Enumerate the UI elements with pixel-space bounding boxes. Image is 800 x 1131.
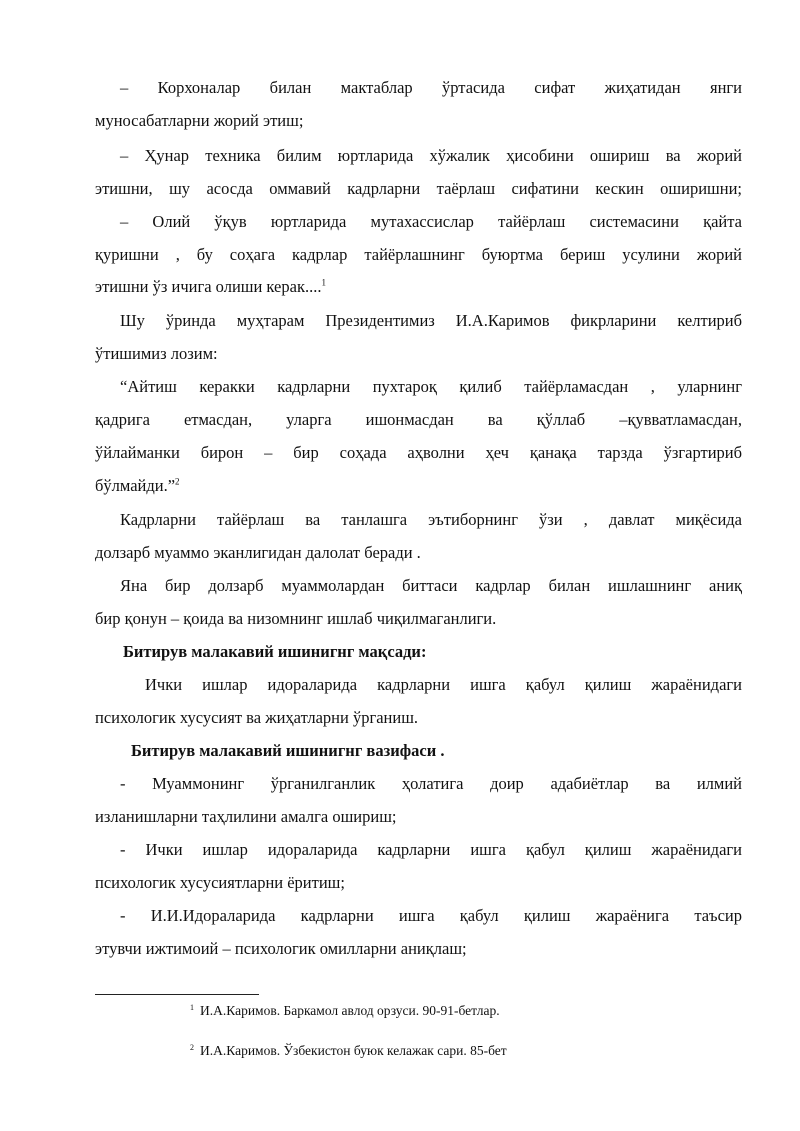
footnote-separator	[95, 994, 259, 995]
paragraph-line: этишни, шу асосда оммавий кадрларни таёрлаш сифатини кескин оширишни;	[95, 179, 742, 198]
paragraph-line: психологик хусусият ва жиҳатларни ўрганиш.	[95, 708, 419, 727]
paragraph-text: этишни ўз ичига олиши керак....	[95, 277, 322, 296]
paragraph-line: Яна бир долзарб муаммолардан биттаси кадрлар билан ишлашнинг аниқ	[120, 576, 742, 595]
list-item-line: изланишларни таҳлилини амалга ошириш;	[95, 807, 397, 826]
paragraph-line	[95, 277, 742, 297]
quote-line: ўйлайманки бирон – бир соҳада аҳволни ҳеч қанақа тарзда ўзгартириб	[95, 443, 742, 462]
list-item-line: - Ички ишлар идораларида кадрларни ишга қабул қилиш жараёнидаги	[120, 840, 742, 859]
paragraph-line: долзарб муаммо эканлигидан далолат беради .	[95, 543, 421, 562]
section-heading-tasks: Битирув малакавий ишинигнг вазифаси .	[131, 741, 445, 760]
footnote-text: И.А.Каримов. Баркамол авлод орзуси. 90-91-бетлар.	[200, 1003, 500, 1018]
quote-text: бўлмайди.”	[95, 476, 176, 495]
footnote-text: И.А.Каримов. Ўзбекистон буюк келажак сари. 85-бет	[200, 1043, 507, 1058]
paragraph-line: Ички ишлар идораларида кадрларни ишга қабул қилиш жараёнидаги	[145, 675, 742, 694]
paragraph-line: бир қонун – қоида ва низомнинг ишлаб чиқилмаганлиги.	[95, 609, 497, 628]
paragraph-line: – Ҳунар техника билим юртларида хўжалик ҳисобини ошириш ва жорий	[120, 146, 742, 165]
footnote-number: 2	[190, 1042, 194, 1052]
list-item-line: - Муаммонинг ўрганилганлик ҳолатига доир адабиётлар ва илмий	[120, 774, 742, 793]
quote-line	[95, 476, 742, 496]
list-item-line: - И.И.Идораларида кадрларни ишга қабул қилиш жараёнига таъсир	[120, 906, 742, 925]
list-item-line: этувчи ижтимоий – психологик омилларни аниқлаш;	[95, 939, 467, 958]
footnote	[190, 1042, 507, 1060]
footnote	[190, 1002, 500, 1020]
footnote-number: 1	[190, 1002, 194, 1012]
paragraph-line: – Корхоналар билан мактаблар ўртасида сифат жиҳатидан янги	[120, 78, 742, 97]
paragraph-line: Кадрларни тайёрлаш ва танлашга эътиборнинг ўзи , давлат миқёсида	[120, 510, 742, 529]
section-heading-goal: Битирув малакавий ишинигнг мақсади:	[123, 642, 427, 661]
paragraph-line: муносабатларни жорий этиш;	[95, 111, 304, 130]
quote-line: қадрига етмасдан, уларга ишонмасдан ва қўллаб –қувватламасдан,	[95, 410, 742, 429]
paragraph-line: ўтишимиз лозим:	[95, 344, 218, 363]
paragraph-line: қуришни , бу соҳага кадрлар тайёрлашнинг буюртма бериш усулини жорий	[95, 245, 742, 264]
list-item-line: психологик хусусиятларни ёритиш;	[95, 873, 345, 892]
paragraph-line: Шу ўринда муҳтарам Президентимиз И.А.Каримов фикрларини келтириб	[120, 311, 742, 330]
quote-line: “Айтиш керакки кадрларни пухтароқ қилиб тайёрламасдан , уларнинг	[120, 377, 742, 396]
paragraph-line: – Олий ўқув юртларида мутахассислар тайёрлаш системасини қайта	[120, 212, 742, 231]
footnote-ref[interactable]: 2	[175, 476, 180, 487]
footnote-ref[interactable]: 1	[321, 277, 326, 288]
